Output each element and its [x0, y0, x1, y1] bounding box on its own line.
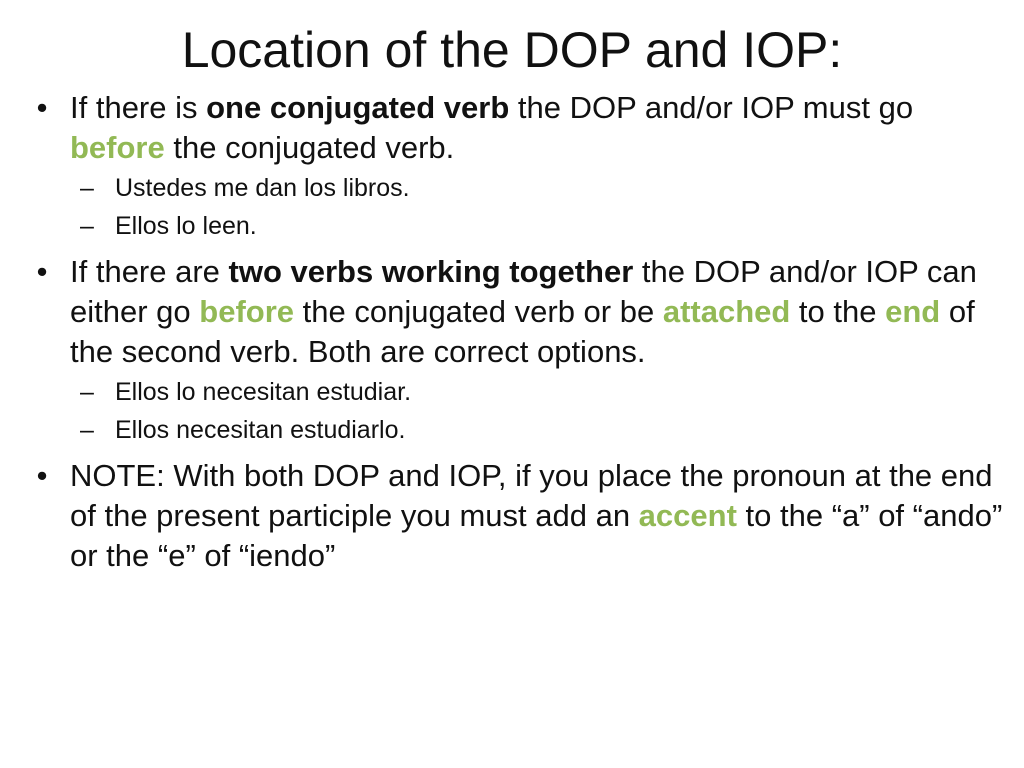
bullet-text: the conjugated verb. — [164, 130, 455, 165]
example-text: Ustedes me dan los libros. — [115, 174, 410, 202]
slide-title: Location of the DOP and IOP: — [181, 22, 843, 78]
bullet-icon: • — [36, 458, 48, 493]
dash-icon: – — [80, 378, 94, 406]
bullet-icon: • — [36, 90, 48, 125]
bullet-text: the conjugated verb or be — [294, 294, 663, 329]
slide-body — [30, 88, 1005, 576]
bullet-item — [30, 88, 1005, 168]
bullet-text: the DOP and/or IOP must go — [509, 90, 914, 125]
bullet-text: of the second verb. Both are correct options. — [70, 294, 975, 369]
example-item — [30, 208, 1005, 244]
bullet-text: the DOP and/or IOP can either go — [70, 254, 977, 329]
example-item — [30, 412, 1005, 448]
example-text: Ellos necesitan estudiarlo. — [115, 416, 406, 444]
highlight-word: end — [885, 294, 941, 329]
bullet-item — [30, 456, 1005, 576]
bold-phrase: two verbs working together — [228, 254, 634, 289]
bullet-text: to the “a” of “ando” or the “e” of “iendo” — [70, 498, 1003, 573]
bold-phrase: one conjugated verb — [206, 90, 510, 125]
example-item — [30, 170, 1005, 206]
bullet-text: If there is — [70, 90, 207, 125]
highlight-word: before — [199, 294, 295, 329]
bullet-text: NOTE: With both DOP and IOP, if you place the pronoun at the end of the present participle you must add an — [70, 458, 993, 533]
example-text: Ellos lo necesitan estudiar. — [115, 378, 412, 406]
bullet-icon: • — [36, 254, 48, 289]
example-item — [30, 374, 1005, 410]
example-text: Ellos lo leen. — [115, 212, 257, 240]
bullet-item — [30, 252, 1005, 372]
dash-icon: – — [80, 416, 94, 444]
highlight-word: accent — [638, 498, 737, 533]
bullet-text: If there are — [70, 254, 229, 289]
highlight-word: before — [70, 130, 165, 165]
bullet-text: to the — [790, 294, 886, 329]
highlight-word: attached — [662, 294, 791, 329]
dash-icon: – — [80, 212, 94, 240]
dash-icon: – — [80, 174, 94, 202]
